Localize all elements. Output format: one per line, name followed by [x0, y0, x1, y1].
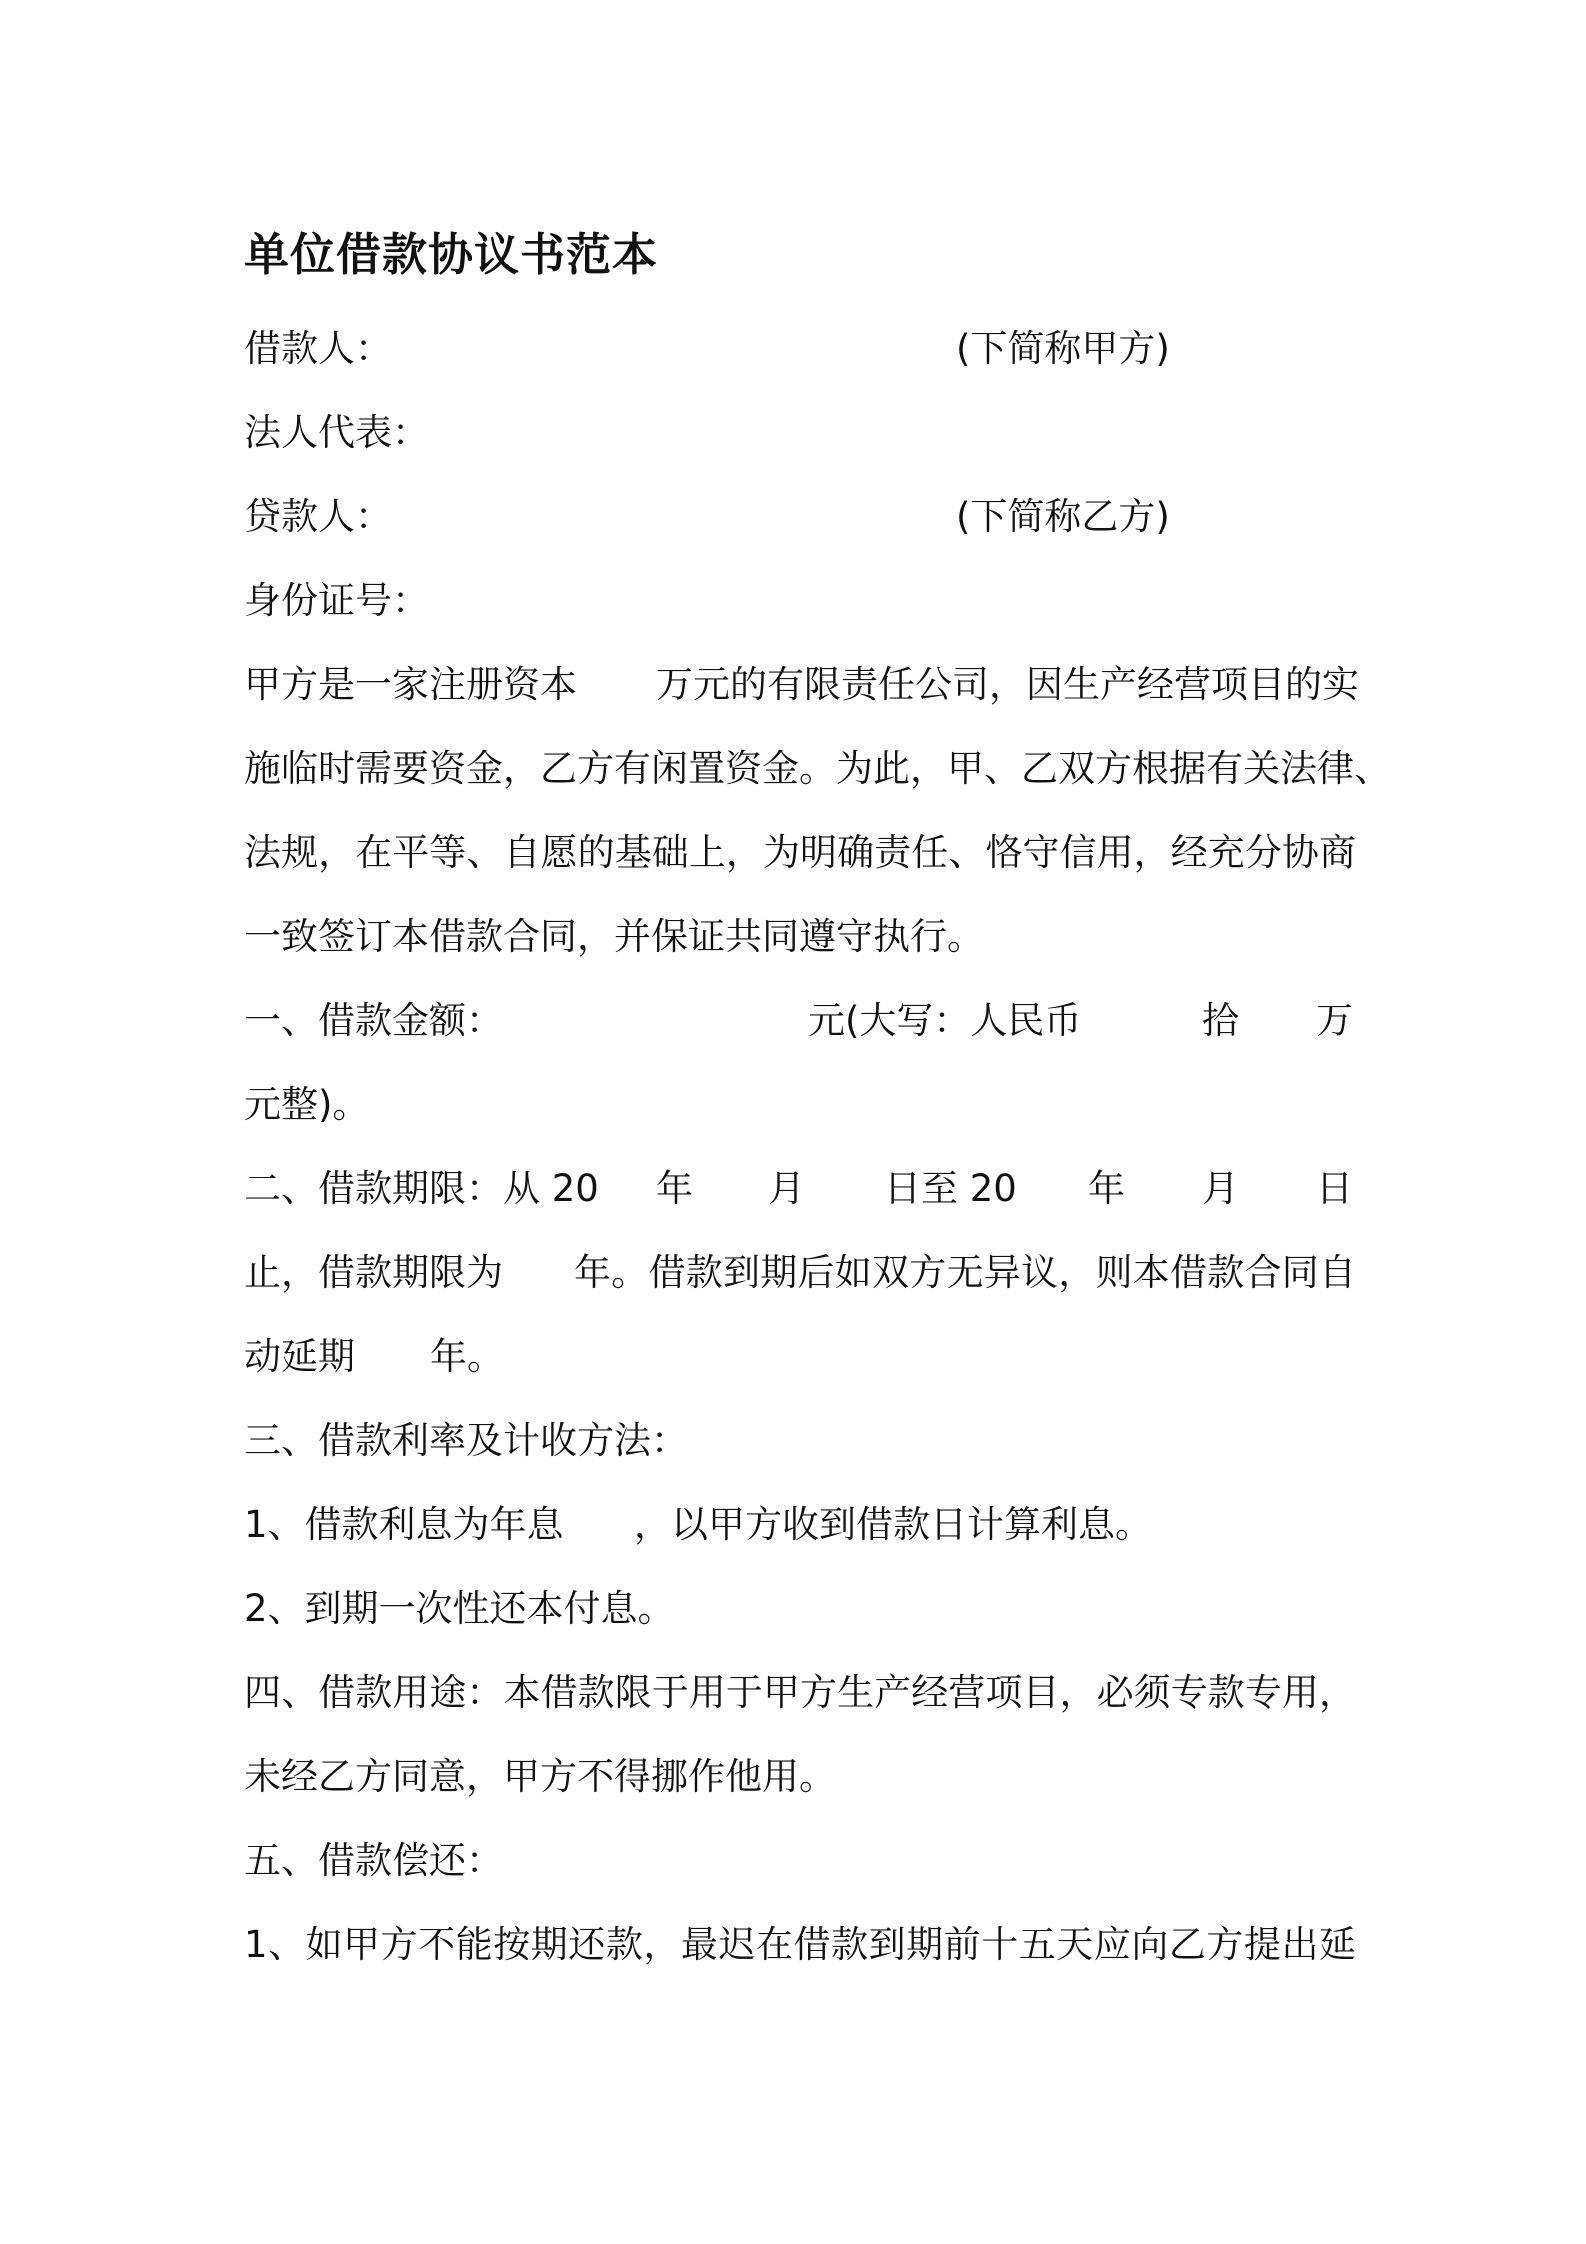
- intro-line-4: 一致签订本借款合同，并保证共同遵守执行。: [244, 915, 984, 958]
- use-line-2: 未经乙方同意，甲方不得挪作他用。: [244, 1755, 836, 1798]
- document-title: 单位借款协议书范本: [244, 228, 659, 281]
- rate-item-2: 2、到期一次性还本付息。: [244, 1587, 675, 1630]
- term-line-3b: 年。: [430, 1335, 504, 1378]
- rate-item-1a: 1、借款利息为年息: [244, 1503, 564, 1546]
- rate-item-1b: ，以甲方收到借款日计算利息。: [634, 1503, 1152, 1546]
- term-line-2a: 止，借款期限为: [244, 1251, 503, 1294]
- lender-alias: (下简称乙方): [956, 495, 1170, 538]
- lender-label: 贷款人：: [244, 495, 392, 538]
- term-month-1: 月: [768, 1167, 805, 1210]
- term-line-3a: 动延期: [244, 1335, 355, 1378]
- repay-heading: 五、借款偿还：: [244, 1839, 503, 1882]
- amount-end: 元整)。: [244, 1083, 370, 1126]
- term-month-2: 月: [1202, 1167, 1239, 1210]
- intro-line-1a: 甲方是一家注册资本: [244, 663, 577, 706]
- id-number-label: 身份证号：: [244, 579, 429, 622]
- intro-line-2: 施临时需要资金，乙方有闲置资金。为此，甲、乙双方根据有关法律、: [244, 747, 1391, 790]
- borrower-label: 借款人：: [244, 327, 392, 370]
- term-year-2: 年: [1088, 1167, 1125, 1210]
- term-year-1: 年: [656, 1167, 693, 1210]
- intro-line-3: 法规，在平等、自愿的基础上，为明确责任、恪守信用，经充分协商: [244, 831, 1356, 874]
- intro-line-1b: 万元的有限责任公司，因生产经营项目的实: [656, 663, 1359, 706]
- term-label: 二、借款期限：从 20: [244, 1167, 599, 1210]
- term-line-2b: 年。借款到期后如双方无异议，则本借款合同自: [574, 1251, 1356, 1294]
- amount-label: 一、借款金额：: [244, 999, 503, 1042]
- legal-rep-label: 法人代表：: [244, 411, 429, 454]
- term-day-2: 日: [1316, 1167, 1353, 1210]
- amount-yuan-uppercase: 元(大写：人民币: [808, 999, 1082, 1042]
- amount-wan: 万: [1316, 999, 1353, 1042]
- amount-shi: 拾: [1202, 999, 1239, 1042]
- term-day-to: 日至 20: [884, 1167, 1017, 1210]
- use-line-1: 四、借款用途：本借款限于用于甲方生产经营项目，必须专款专用，: [244, 1671, 1356, 1714]
- repay-item-1: 1、如甲方不能按期还款，最迟在借款到期前十五天应向乙方提出延: [244, 1923, 1356, 1966]
- borrower-alias: (下简称甲方): [956, 327, 1170, 370]
- rate-heading: 三、借款利率及计收方法：: [244, 1419, 688, 1462]
